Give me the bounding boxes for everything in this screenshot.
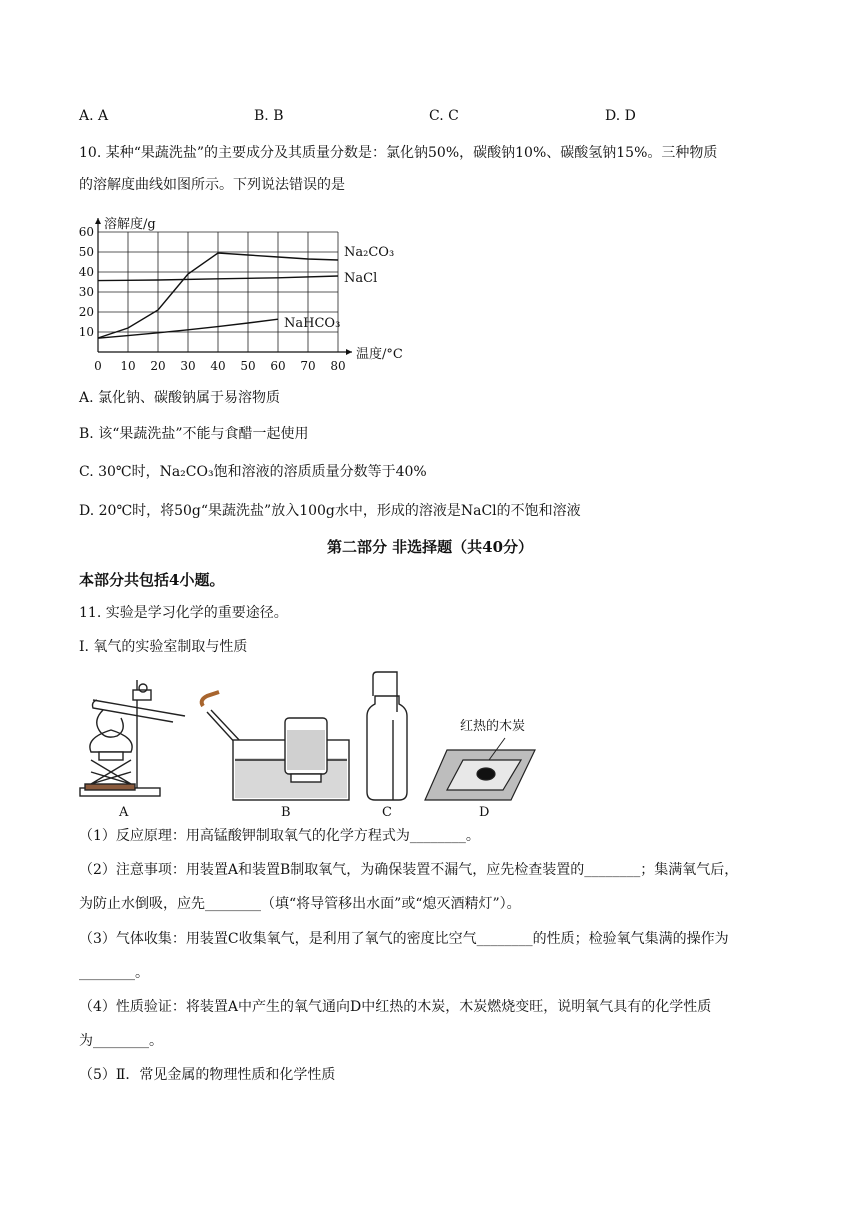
q11-sub2-line2: 为防止水倒吸，应先________（填“将导管移出水面”或“熄灭酒精灯”）。 (79, 896, 521, 912)
series-label-0: Na₂CO₃ (344, 245, 395, 260)
apparatus-b (202, 692, 349, 800)
series-label-2: NaHCO₃ (284, 316, 341, 332)
q11-sub5: （5）Ⅱ．常见金属的物理性质和化学性质 (79, 1067, 336, 1083)
q10-choice-d: D. 20℃时，将50g“果蔬洗盐”放入100g水中，形成的溶液是NaCl的不饱和溶液 (79, 503, 581, 519)
q11-sub1: （1）反应原理：用高锰酸钾制取氧气的化学方程式为________。 (79, 828, 480, 844)
x-tick-label: 10 (120, 359, 136, 373)
x-tick-label: 40 (210, 359, 226, 373)
x-tick-label: 30 (180, 359, 196, 373)
charcoal-label: 红热的木炭 (460, 719, 526, 734)
apparatus-a (80, 680, 185, 796)
y-tick-label: 30 (78, 285, 94, 299)
part2-heading: 第二部分 非选择题（共40分） (326, 538, 534, 556)
x-tick-label: 80 (330, 359, 346, 373)
option-b: B. B (254, 108, 284, 124)
q11-sub4-line1: （4）性质验证：将装置A中产生的氧气通向D中红热的木炭，木炭燃烧变旺，说明氧气具有的化学性质 (79, 999, 712, 1015)
q10-stem-line2: 的溶解度曲线如图所示。下列说法错误的是 (79, 177, 345, 193)
q11-sub2-line1: （2）注意事项：用装置A和装置B制取氧气，为确保装置不漏气，应先检查装置的________；集满氧气后， (79, 862, 739, 878)
apparatus-diagram (75, 660, 555, 820)
q10-choice-c: C. 30℃时，Na₂CO₃饱和溶液的溶质质量分数等于40% (79, 464, 427, 480)
x-axis-arrow (346, 349, 352, 355)
x-axis-label: 温度/°C (356, 347, 403, 362)
x-tick-label: 60 (270, 359, 286, 373)
part2-intro: 本部分共包括4小题。 (79, 571, 225, 589)
q10-stem-line1: 10. 某种“果蔬洗盐”的主要成分及其质量分数是：氯化钠50%，碳酸钠10%、碳酸氢钠15%。三种物质 (79, 145, 718, 161)
q11-sub3-line2: ________。 (79, 965, 149, 981)
y-axis-label: 溶解度/g (104, 217, 156, 232)
q11-sub3-line1: （3）气体收集：用装置C收集氧气，是利用了氧气的密度比空气________的性质；检验氧气集满的操作为 (79, 931, 729, 947)
option-a: A. A (79, 108, 109, 124)
label-d: D (479, 805, 490, 820)
q11-stem: 11. 实验是学习化学的重要途径。 (79, 605, 288, 621)
y-tick-label: 20 (78, 305, 94, 319)
x-tick-label: 70 (300, 359, 316, 373)
label-c: C (382, 805, 392, 820)
apparatus-d (425, 738, 535, 800)
label-a: A (119, 805, 129, 820)
q11-section1: I. 氧气的实验室制取与性质 (79, 639, 248, 655)
option-d: D. D (605, 108, 636, 124)
label-b: B (281, 805, 291, 820)
x-tick-label: 0 (94, 359, 102, 373)
option-c: C. C (429, 108, 459, 124)
y-tick-label: 60 (78, 225, 94, 239)
y-tick-label: 10 (78, 325, 94, 339)
q10-choice-a: A. 氯化钠、碳酸钠属于易溶物质 (79, 390, 281, 406)
y-tick-label: 40 (78, 265, 94, 279)
y-tick-label: 50 (78, 245, 94, 259)
y-axis-arrow (95, 218, 101, 224)
x-tick-label: 50 (240, 359, 256, 373)
series-label-1: NaCl (344, 271, 378, 286)
solubility-chart (72, 200, 432, 382)
apparatus-c (367, 672, 407, 800)
x-tick-label: 20 (150, 359, 166, 373)
q11-sub4-line2: 为________。 (79, 1033, 163, 1049)
q10-choice-b: B. 该“果蔬洗盐”不能与食醋一起使用 (79, 426, 309, 442)
